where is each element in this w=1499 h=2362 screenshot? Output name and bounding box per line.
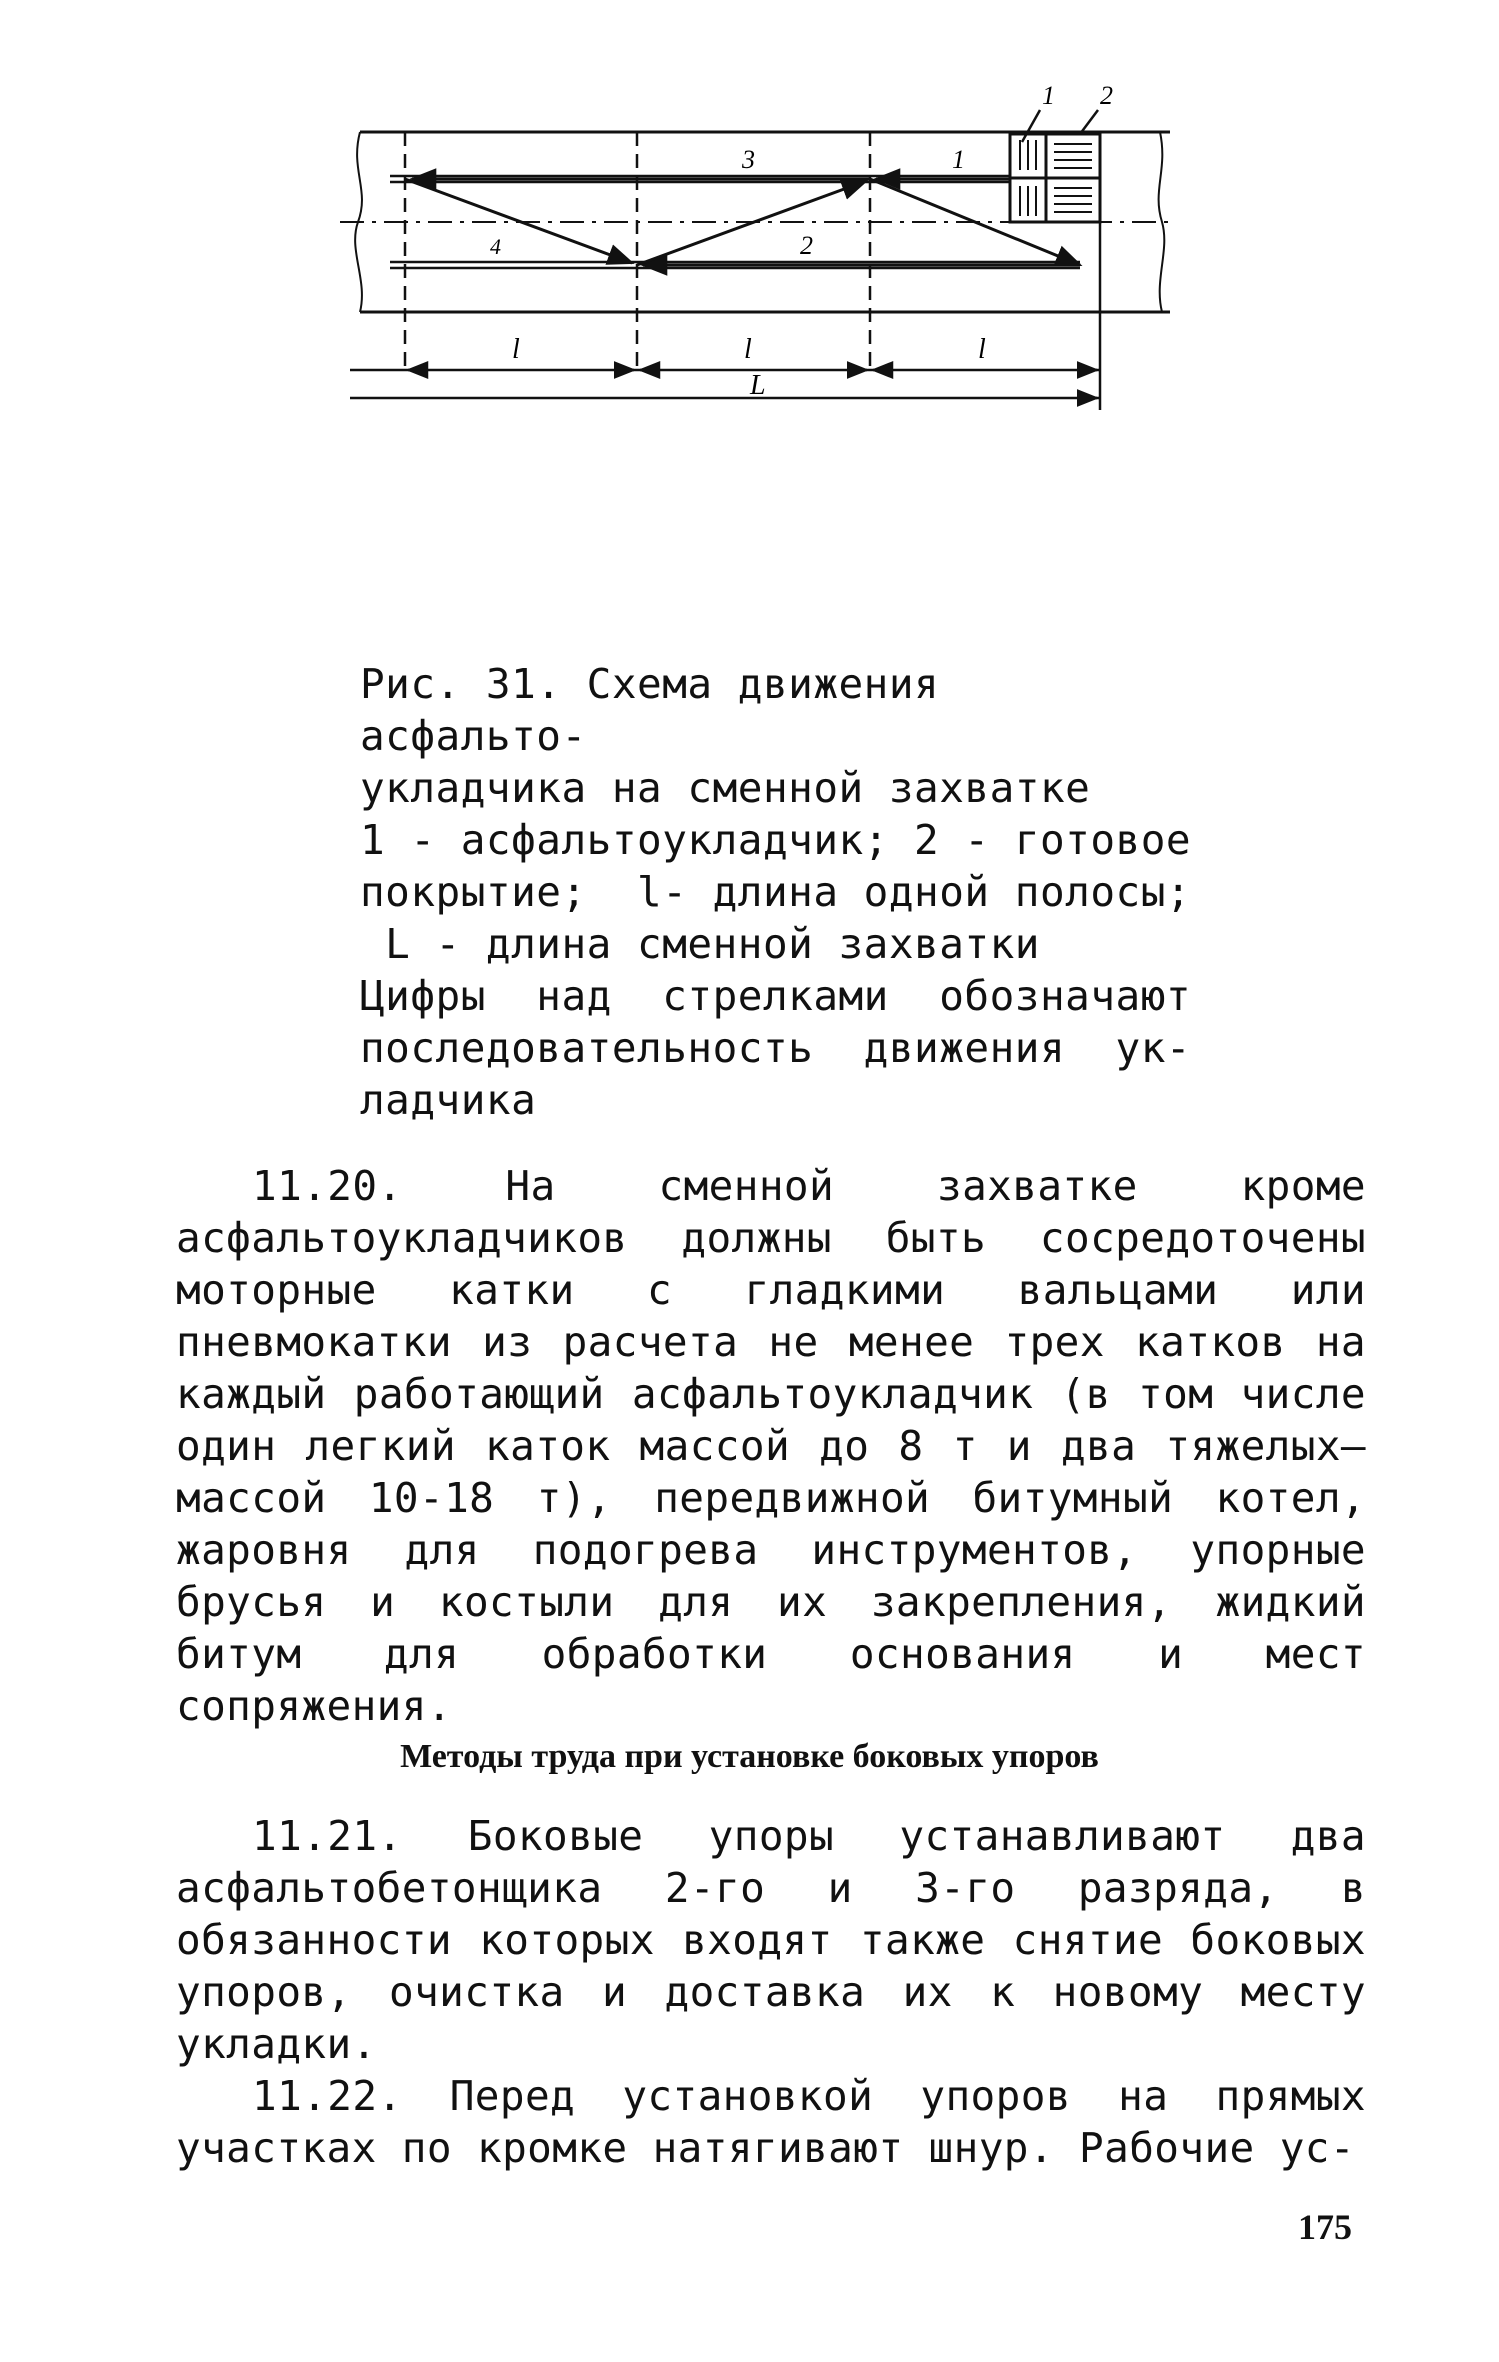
caption-note-line: Цифры над стрелками обозначают [360, 972, 1192, 1020]
caption-title-line-1: Рис. 31. Схема движения асфальто- [360, 660, 940, 760]
arrow-label-1: 1 [952, 145, 965, 174]
paragraphs-11-21-22-block [176, 1810, 1366, 2174]
segment-label-3: l [978, 334, 986, 365]
total-length-label: L [750, 370, 766, 401]
figure-caption [360, 658, 1190, 1126]
caption-legend-line: L - длина сменной захватки [360, 920, 1040, 968]
paragraph-11-22: 11.22. Перед установкой упоров на прямых участках по кромке натягивают шнур. Рабочие ус- [176, 2072, 1366, 2172]
arrow-label-3: 3 [742, 145, 755, 174]
caption-title-line-2: укладчика на сменной захватке [360, 764, 1091, 812]
callout-2-label: 2 [1100, 81, 1113, 110]
caption-note-line: ладчика [360, 1076, 537, 1124]
paver-movement-diagram [340, 81, 1170, 620]
segment-label-2: l [744, 334, 752, 365]
asphalt-paver [1010, 134, 1100, 222]
section-heading: Методы труда при установке боковых упоров [400, 1738, 1099, 1775]
caption-legend-line: покрытие; l- длина одной полосы; [360, 868, 1192, 916]
arrow-label-2: 2 [800, 231, 813, 260]
caption-note-line: последовательность движения ук- [360, 1024, 1192, 1072]
paragraph-11-20: 11.20. На сменной захватке кроме асфальтоукладчиков должны быть сосредоточены моторные катки с гладкими вальцами или пневмокатки из расчета не менее трех катков на каждый работающий асфальтоукладчик (в том числе один легкий каток массой до 8 т и два тяжелых–массой 10-18 т), передвижной битумный котел, жаровня для подогрева инструментов, упорные брусья и костыли для их закрепления, жидкий битум для обработки основания и мест сопряжения. [176, 1162, 1366, 1730]
segment-label-1: l [512, 334, 520, 365]
paragraph-11-20-block [176, 1160, 1366, 1732]
page-number: 175 [1298, 2207, 1352, 2247]
paragraph-11-21: 11.21. Боковые упоры устанавливают два асфальтобетонщика 2-го и 3-го разряда, в обязанности которых входят также снятие боковых упоров, очистка и доставка их к новому месту укладки. [176, 1812, 1366, 2068]
callout-1-label: 1 [1042, 81, 1055, 110]
dimension-lines [350, 370, 1100, 398]
caption-legend-line: 1 - асфальтоукладчик; 2 - готовое [360, 816, 1192, 864]
arrow-label-4: 4 [490, 234, 501, 259]
